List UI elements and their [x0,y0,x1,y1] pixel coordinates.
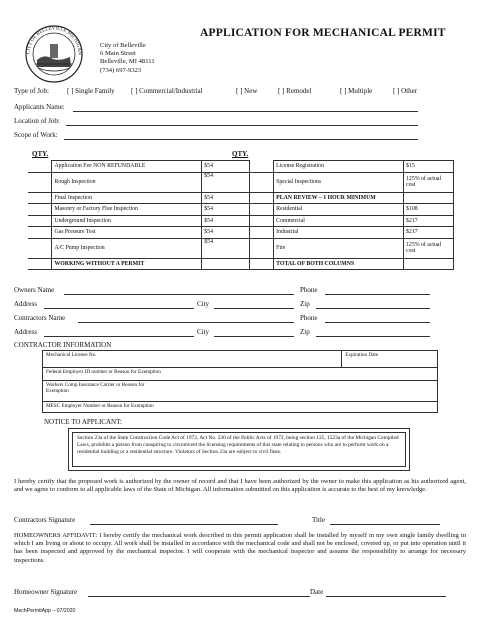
table-row: Underground Inspection $54 Commercial $217 [28,215,454,227]
contractor-title-label: Title [312,516,325,524]
contractor-phone-label: Phone [300,314,318,322]
job-type-label: Type of Job: [14,87,49,95]
applicants-name-field[interactable] [73,111,418,112]
qty-cell[interactable] [28,215,52,227]
qty-cell[interactable] [28,238,52,258]
city-seal [24,24,84,84]
owner-zip-label: Zip [300,300,310,308]
contractor-city-label: City [197,328,210,336]
checkbox-commercial[interactable]: [ ] Commercial/Industrial [131,87,203,95]
checkbox-remodel[interactable]: [ ] Remodel [278,87,312,95]
contractor-city-field[interactable] [214,336,294,337]
homeowners-affidavit: HOMEOWNERS AFFIDAVIT: I hereby certify the mechanical work described in this permit application shall be installed by myself in my own single family dwelling in which I am living or about to occupy. All work shall be installed in accordance with the mechanical code and shall not be enclosed, covered up, or put into operation until it has been inspected and approved by the mechanical inspector. I will cooperate with the mechanical inspector and assume the responsibility to arrange for necessary inspections. [14,532,466,564]
notice-text: Section 23a of the State Construction Code Act of 1972, Act No. 230 of the Public Acts of 1972, being section 125, 1523a of the Michigan Compiled Laws, prohibits a person from conspiring to circumvent the licensing requirements of this state relating to persons who are to perform work on a residential building or a residential structure. Violators of Section 23a are subject to civil fines. [72,432,406,467]
qty-cell[interactable] [250,161,274,173]
table-row: Rough Inspection $54 Special Inspections 125% of actual cost [28,172,454,192]
location-field[interactable] [66,125,418,126]
contractor-zip-label: Zip [300,328,310,336]
contractor-address-label: Address [14,328,37,336]
contractor-phone-field[interactable] [325,322,430,323]
fee-table [28,160,454,270]
checkbox-new[interactable]: [ ] New [236,87,258,95]
city-address: City of Belleville 6 Main Street Belleville, MI 48111 (734) 697-9323 [100,42,155,74]
owner-phone-label: Phone [300,286,318,294]
expiration-field[interactable]: Expiration Date [342,351,438,368]
qty-cell[interactable] [28,161,52,173]
homeowner-signature-label: Homeowner Signature [14,588,78,596]
owners-name-label: Owners Name [14,286,55,294]
checkbox-multiple[interactable]: [ ] Multiple [340,87,373,95]
homeowner-date-field[interactable] [326,596,446,597]
qty-cell[interactable] [28,258,52,270]
qty-cell[interactable] [28,172,52,192]
qty-cell[interactable] [28,227,52,239]
table-row: WORKING WITHOUT A PERMIT TOTAL OF BOTH COLUMNS [28,258,454,270]
certification-text: I hereby certify that the proposed work is authorized by the owner of record and that I have been authorized by the owner to make this application as his authorized agent, and we agree to conform to all applicable laws of the State of Michigan. All information submitted on this application is accurate to the best of my knowledge. [14,478,466,494]
qty-cell[interactable] [250,227,274,239]
contractor-address-field[interactable] [44,336,194,337]
owner-zip-field[interactable] [316,308,430,309]
notice-box [68,428,410,471]
contractors-signature-field[interactable] [90,524,278,525]
qty-header-left: QTY. [32,150,49,158]
applicants-name-label: Applicants Name: [14,103,65,111]
table-row: Masonry or Factory Flue Inspection $54 Residential $108 [28,204,454,216]
workers-comp-field[interactable]: Workers Comp Insurance Carrier or Reason for Exemption [43,381,438,402]
owners-name-field[interactable] [64,294,294,295]
form-footer: MechPermitApp – 07/2020 [14,608,76,614]
owner-address-field[interactable] [44,308,194,309]
location-label: Location of Job: [14,117,60,125]
contractor-zip-field[interactable] [316,336,430,337]
owner-phone-field[interactable] [325,294,430,295]
table-row: Gas Pressure Test $54 Industrial $217 [28,227,454,239]
qty-cell[interactable] [250,258,274,270]
mesc-field[interactable]: MESC Employer Number or Reason for Exemption [43,402,438,413]
table-row: A/C Pump Inspection $54 Fire 125% of actual cost [28,238,454,258]
owner-city-label: City [197,300,210,308]
contractor-title-field[interactable] [330,524,440,525]
mech-license-field[interactable]: Mechanical License No. [43,351,342,368]
notice-heading: NOTICE TO APPLICANT: [44,418,122,426]
qty-cell[interactable] [250,204,274,216]
qty-header-right: QTY. [232,150,249,158]
scope-field[interactable] [64,139,418,140]
owner-address-label: Address [14,300,37,308]
qty-cell[interactable] [250,215,274,227]
svg-text:CITY OF BELLEVILLE MICHIGAN: CITY OF BELLEVILLE MICHIGAN [26,26,82,56]
table-row: Final Inspection $54 PLAN REVIEW – 1 HOUR MINIMUM [28,192,454,204]
page-title: APPLICATION FOR MECHANICAL PERMIT [200,27,446,39]
contractors-name-field[interactable] [78,322,294,323]
contractors-signature-label: Contractors Signature [14,516,76,524]
qty-cell[interactable] [250,192,274,204]
qty-cell[interactable] [250,172,274,192]
qty-cell[interactable] [250,238,274,258]
homeowner-signature-field[interactable] [88,596,310,597]
scope-label: Scope of Work: [14,131,58,139]
table-row: Application Fee NON REFUNDABLE $54 License Registration $15 [28,161,454,173]
fed-id-field[interactable]: Federal Employer ID number or Reason for Exemption [43,368,438,381]
contractors-name-label: Contractors Name [14,314,66,322]
homeowner-date-label: Date [310,588,324,596]
contractor-info-heading: CONTRACTOR INFORMATION [14,341,112,349]
contractor-info-table [42,350,438,413]
checkbox-single-family[interactable]: [ ] Single Family [67,87,115,95]
qty-cell[interactable] [28,192,52,204]
checkbox-other[interactable]: [ ] Other [393,87,418,95]
owner-city-field[interactable] [214,308,294,309]
qty-cell[interactable] [28,204,52,216]
